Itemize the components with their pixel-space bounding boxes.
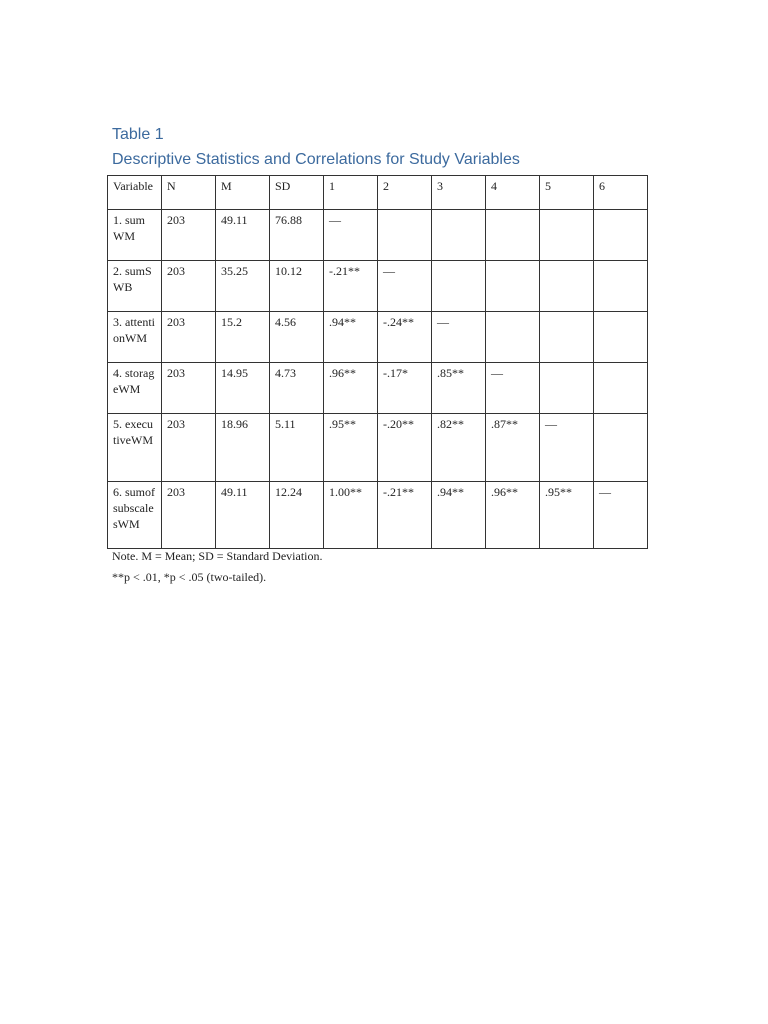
table-row xyxy=(108,312,648,363)
table-cell: — xyxy=(594,482,648,549)
table-cell xyxy=(594,363,648,414)
table-cell: -.17* xyxy=(378,363,432,414)
table-cell xyxy=(594,210,648,261)
significance-note: **p < .01, *p < .05 (two-tailed). xyxy=(112,570,267,584)
table-row xyxy=(108,261,648,312)
table-cell: 5.11 xyxy=(270,414,324,482)
table-cell: 15.2 xyxy=(216,312,270,363)
table-row xyxy=(108,414,648,482)
table-cell: .94** xyxy=(432,482,486,549)
header-cell-2: 2 xyxy=(378,176,432,210)
table-row xyxy=(108,210,648,261)
table-cell: 203 xyxy=(162,210,216,261)
table-cell xyxy=(540,210,594,261)
table-cell: — xyxy=(378,261,432,312)
table-cell: -.21** xyxy=(324,261,378,312)
header-cell-1: 1 xyxy=(324,176,378,210)
table-cell: .85** xyxy=(432,363,486,414)
variable-cell: 6. sumofsubscalesWM xyxy=(108,482,162,549)
table-cell: 203 xyxy=(162,312,216,363)
table-cell xyxy=(540,363,594,414)
table-cell xyxy=(378,210,432,261)
table-cell: .87** xyxy=(486,414,540,482)
variable-cell: 5. executiveWM xyxy=(108,414,162,482)
table-cell: 203 xyxy=(162,414,216,482)
table-cell: 14.95 xyxy=(216,363,270,414)
table-cell: 12.24 xyxy=(270,482,324,549)
table-cell: 203 xyxy=(162,363,216,414)
header-cell-3: 3 xyxy=(432,176,486,210)
variable-cell: 1. sumWM xyxy=(108,210,162,261)
table-cell xyxy=(594,261,648,312)
header-cell-4: 4 xyxy=(486,176,540,210)
table-cell: 4.73 xyxy=(270,363,324,414)
header-cell-n: N xyxy=(162,176,216,210)
table-cell: .82** xyxy=(432,414,486,482)
statistics-table xyxy=(107,175,648,549)
header-row xyxy=(108,176,648,210)
header-cell-sd: SD xyxy=(270,176,324,210)
table-cell: .95** xyxy=(540,482,594,549)
table-cell: — xyxy=(324,210,378,261)
header-cell-variable: Variable xyxy=(108,176,162,210)
variable-cell: 2. sumSWB xyxy=(108,261,162,312)
table-cell xyxy=(486,312,540,363)
table-row xyxy=(108,363,648,414)
table-cell xyxy=(432,261,486,312)
table-cell: 10.12 xyxy=(270,261,324,312)
table-cell: .95** xyxy=(324,414,378,482)
header-cell-m: M xyxy=(216,176,270,210)
table-cell xyxy=(486,261,540,312)
table-cell: 1.00** xyxy=(324,482,378,549)
table-row xyxy=(108,482,648,549)
table-cell xyxy=(594,312,648,363)
table-cell: .96** xyxy=(324,363,378,414)
variable-cell: 4. storageWM xyxy=(108,363,162,414)
table-body xyxy=(108,176,648,549)
table-cell: 4.56 xyxy=(270,312,324,363)
table-cell: — xyxy=(540,414,594,482)
header-cell-6: 6 xyxy=(594,176,648,210)
table-cell: .96** xyxy=(486,482,540,549)
table-cell: -.20** xyxy=(378,414,432,482)
table-cell: 203 xyxy=(162,482,216,549)
table-cell: — xyxy=(486,363,540,414)
table-cell xyxy=(432,210,486,261)
table-cell xyxy=(594,414,648,482)
table-cell xyxy=(540,312,594,363)
header-cell-5: 5 xyxy=(540,176,594,210)
variable-cell: 3. attentionWM xyxy=(108,312,162,363)
table-cell: 49.11 xyxy=(216,210,270,261)
table-cell xyxy=(540,261,594,312)
table-cell: .94** xyxy=(324,312,378,363)
table-cell: 203 xyxy=(162,261,216,312)
table-cell: — xyxy=(432,312,486,363)
table-cell: 76.88 xyxy=(270,210,324,261)
table-note: Note. M = Mean; SD = Standard Deviation. xyxy=(112,549,323,563)
table-cell: -.21** xyxy=(378,482,432,549)
table-cell xyxy=(486,210,540,261)
table-title: Descriptive Statistics and Correlations for Study Variables xyxy=(112,151,520,168)
table-cell: 35.25 xyxy=(216,261,270,312)
table-cell: 18.96 xyxy=(216,414,270,482)
table-cell: -.24** xyxy=(378,312,432,363)
table-cell: 49.11 xyxy=(216,482,270,549)
table-label: Table 1 xyxy=(112,126,164,143)
